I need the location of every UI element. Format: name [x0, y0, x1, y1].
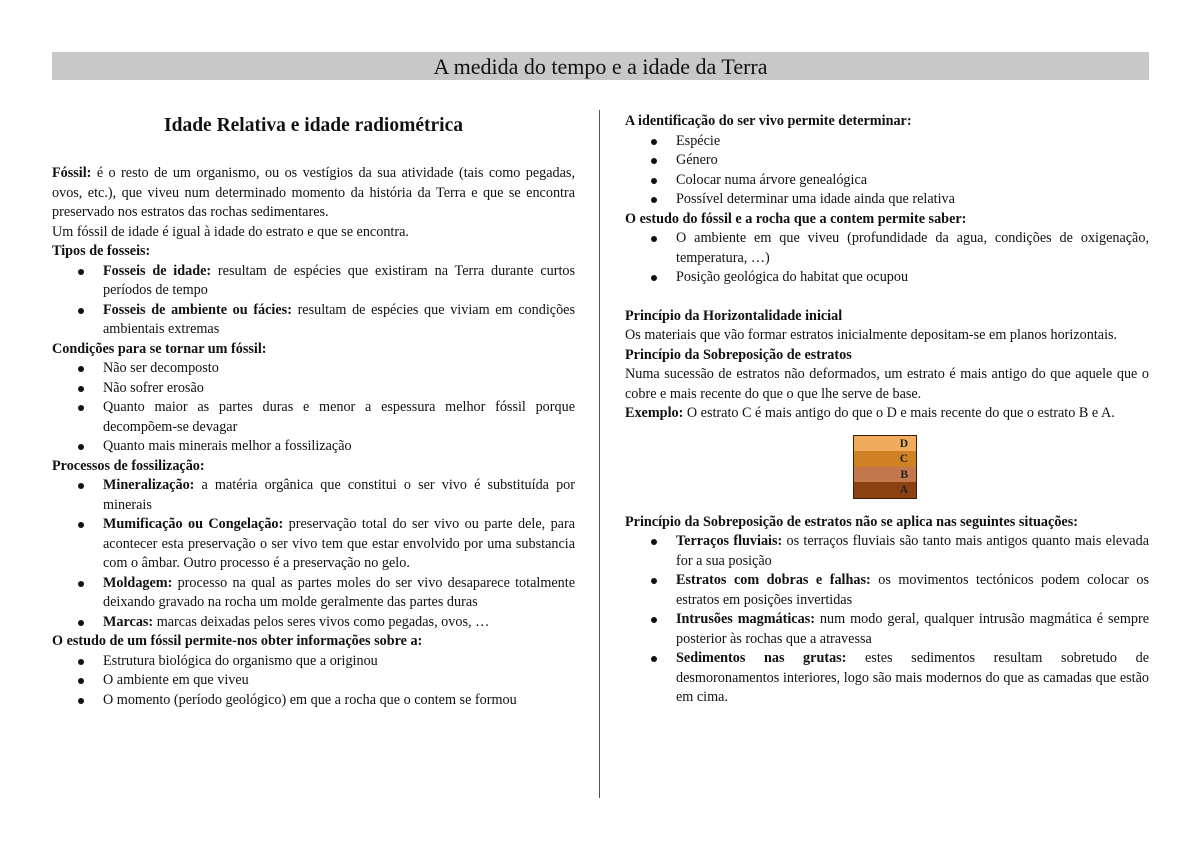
fossil-label: Fóssil: [52, 165, 92, 181]
list-item: Não ser decomposto [103, 359, 575, 379]
horizontality-heading: Princípio da Horizontalidade inicial [625, 307, 843, 324]
list-item [676, 571, 1149, 610]
conditions-heading: Condições para se tornar um fóssil: [52, 340, 267, 357]
fossil-text: é o resto de um organismo, ou os vestígios da sua atividade (tais como pegadas, ovos, etc.), que viveu num determinado momento da história da Terra e que se encontra preservado nos estratos das rochas sedimentares. [52, 165, 575, 220]
conditions-list [52, 359, 575, 457]
identification-heading: A identificação do ser vivo permite determinar: [625, 113, 912, 129]
item-text: os terraços fluviais são tanto mais antigos quanto mais elevada for a sua posição [676, 533, 1149, 569]
list-item [103, 613, 575, 633]
list-item [103, 262, 575, 301]
spacer [625, 288, 1149, 307]
item-text: os movimentos tectónicos podem colocar os estratos em posições invertidas [676, 572, 1149, 608]
list-item: Género [676, 151, 1149, 171]
item-text: a matéria orgânica que constitui o ser vivo é substituída por minerais [103, 477, 575, 513]
item-label: Mumificação ou Congelação: [103, 516, 284, 532]
list-item: Quanto mais minerais melhor a fossilização [103, 437, 575, 457]
strata-diagram [853, 435, 917, 499]
list-item: O momento (período geológico) em que a rocha que o contem se formou [103, 691, 575, 711]
list-item: Possível determinar uma idade ainda que relativa [676, 190, 1149, 210]
list-item: Colocar numa árvore genealógica [676, 171, 1149, 191]
superposition-text: Numa sucessão de estratos não deformados, um estrato é mais antigo do que aquele que o cobre e mais recente do que o que lhe serve de base. [625, 366, 1149, 402]
study-list [625, 229, 1149, 288]
list-item [103, 301, 575, 340]
item-label: Sedimentos nas grutas: [676, 650, 847, 666]
fossil-types-list [52, 262, 575, 340]
item-text: num modo geral, qualquer intrusão magmática é sempre posterior às rochas que a atravessa [676, 611, 1149, 647]
info-list [52, 652, 575, 711]
stratum-a: A [854, 482, 916, 498]
right-column [625, 112, 1149, 708]
list-item [103, 476, 575, 515]
fossil-types-heading: Tipos de fosseis: [52, 243, 151, 259]
stratum-b: B [854, 467, 916, 483]
stratum-c: C [854, 451, 916, 467]
item-text: resultam de espécies que existiram na Terra durante curtos períodos de tempo [103, 262, 576, 298]
column-divider [599, 110, 600, 798]
superposition-heading: Princípio da Sobreposição de estratos [625, 346, 852, 363]
item-label: Estratos com dobras e falhas: [676, 572, 871, 588]
list-item: Estrutura biológica do organismo que a originou [103, 652, 575, 672]
item-label: Mineralização: [103, 477, 195, 493]
list-item [676, 532, 1149, 571]
list-item: Quanto maior as partes duras e menor a espessura melhor fóssil porque decompõem-se devagar [103, 398, 575, 437]
fossil-age-note: Um fóssil de idade é igual à idade do estrato e que se encontra. [52, 223, 409, 240]
item-text: processo na qual as partes moles do ser vivo desaparece totalmente deixando gravado na rocha um molde geralmente das partes duras [103, 574, 575, 610]
item-label: Marcas: [103, 613, 154, 630]
example-label: Exemplo: [625, 405, 684, 421]
list-item: Espécie [676, 132, 1149, 152]
item-label: Terraços fluviais: [676, 533, 783, 549]
example-text: O estrato C é mais antigo do que o D e mais recente do que o estrato B e A. [683, 405, 1115, 421]
left-column [52, 112, 575, 710]
item-text: marcas deixadas pelos seres vivos como pegadas, ovos, … [153, 613, 490, 630]
processes-heading: Processos de fossilização: [52, 457, 205, 474]
list-item: Não sofrer erosão [103, 379, 575, 399]
info-heading: O estudo de um fóssil permite-nos obter informações sobre a: [52, 633, 423, 649]
item-text: resultam de espécies que viviam em condições ambientais extremas [103, 301, 575, 337]
study-heading: O estudo do fóssil e a rocha que a contem permite saber: [625, 210, 967, 227]
item-label: Fosseis de ambiente ou fácies: [103, 301, 292, 318]
left-column-heading: Idade Relativa e idade radiométrica [164, 115, 463, 136]
identification-list [625, 132, 1149, 210]
list-item [676, 649, 1149, 708]
example [625, 404, 1149, 424]
list-item: Posição geológica do habitat que ocupou [676, 268, 1149, 288]
stratum-d: D [854, 436, 916, 452]
item-label: Moldagem: [103, 574, 173, 591]
item-label: Intrusões magmáticas: [676, 611, 815, 627]
item-text: estes sedimentos resultam sobretudo de desmoronamentos interiores, logo são mais modernos do que as camadas que estão em cima. [676, 650, 1149, 705]
item-text: preservação total do ser vivo ou parte dele, para acontecer esta preservação o ser vivo tem que estar envolvido por uma substancia com o âmbar. Outro processo é a preservação no gelo. [103, 516, 575, 571]
horizontality-text: Os materiais que vão formar estratos inicialmente depositam-se em planos horizontais. [625, 327, 1118, 343]
exceptions-list [625, 532, 1149, 708]
list-item [103, 574, 575, 613]
item-label: Fosseis de idade: [103, 262, 212, 279]
fossil-definition [52, 164, 575, 223]
list-item: O ambiente em que viveu [103, 671, 575, 691]
exceptions-heading: Princípio da Sobreposição de estratos não se aplica nas seguintes situações: [625, 513, 1078, 530]
list-item [676, 610, 1149, 649]
page-title: A medida do tempo e a idade da Terra [52, 52, 1149, 80]
list-item: O ambiente em que viveu (profundidade da agua, condições de oxigenação, temperatura, …) [676, 229, 1149, 268]
list-item [103, 515, 575, 574]
processes-list [52, 476, 575, 632]
